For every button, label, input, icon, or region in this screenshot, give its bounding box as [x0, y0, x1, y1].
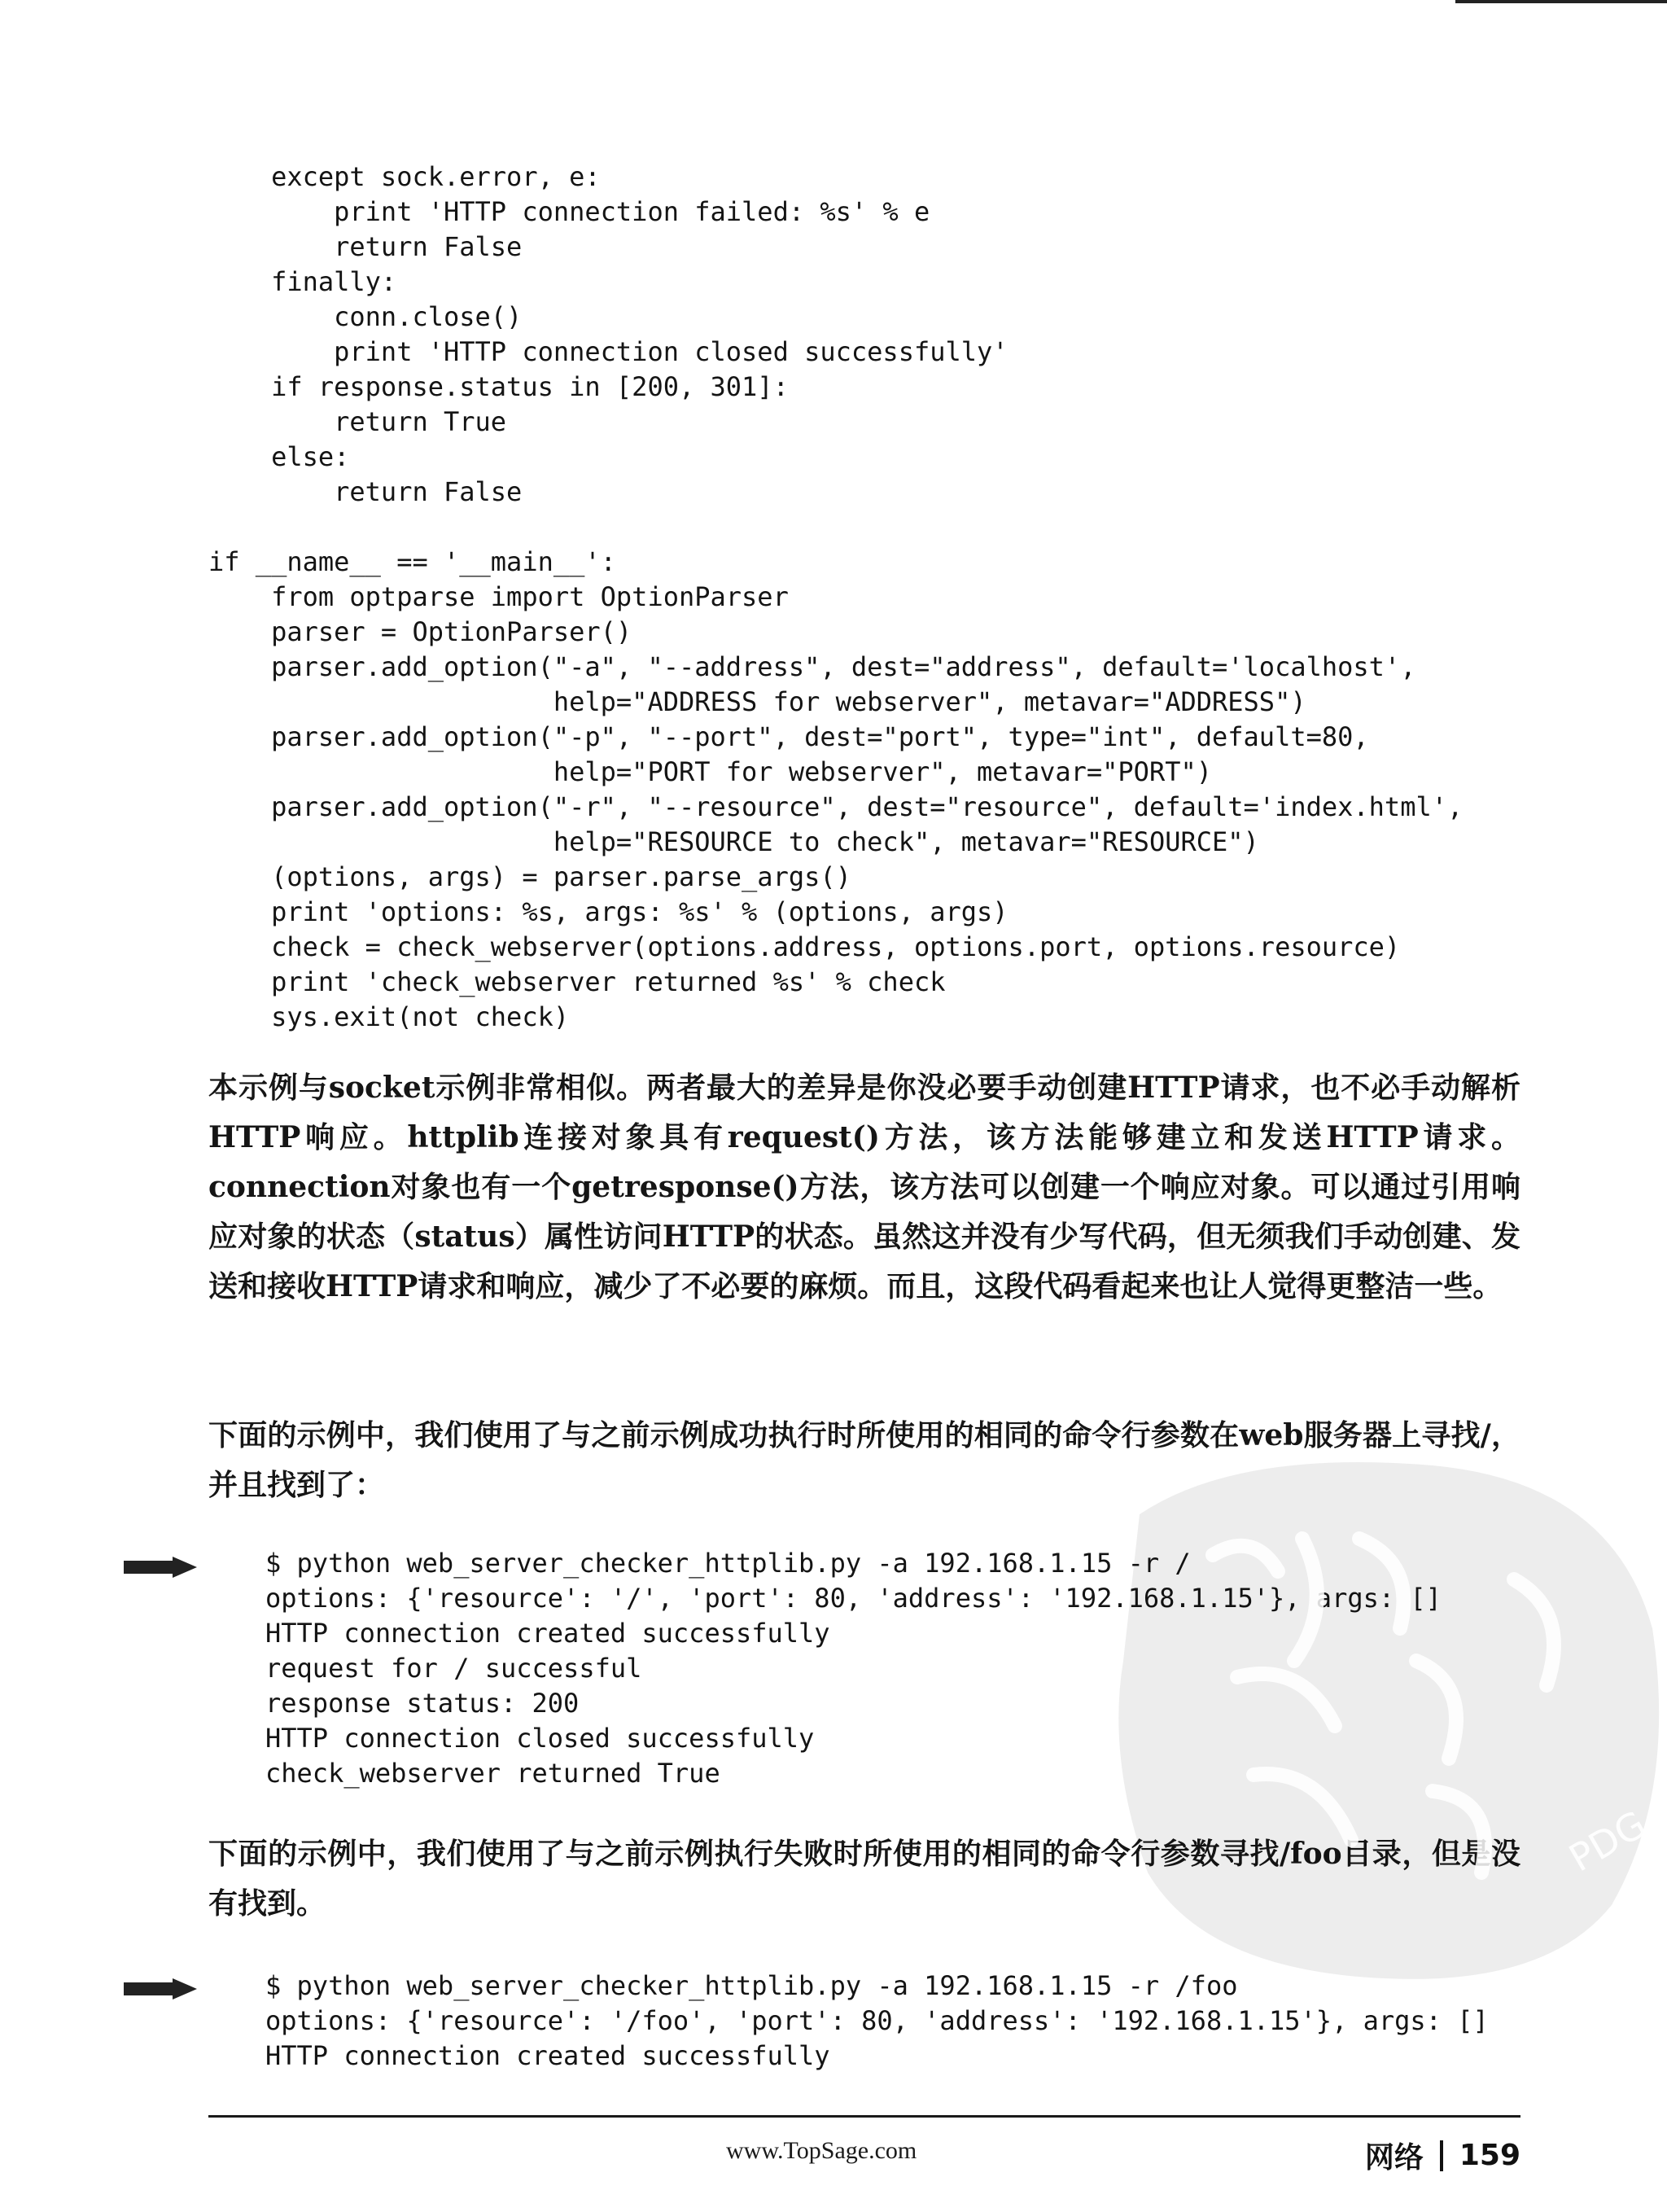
code-listing-main: except sock.error, e: print 'HTTP connection failed: %s' % e return False finally: conn.close() print 'HTTP connection closed successfully' if response.status in [200, 301]: return True else: return False if __name__ == '__main__': from optparse import OptionParser parser = OptionParser() parser.add_option("-a", "--address", dest="address", default='localhost', help="ADDRESS for webserver", metavar="ADDRESS") parser.add_option("-p", "--port", dest="port", type="int", default=80, help="PORT for webserver", metavar="PORT") parser.add_option("-r", "--resource", dest="resource", default='index.html', help="RESOURCE to check", metavar="RESOURCE") (options, args) = parser.parse_args() print 'options: %s, args: %s' % (options, args) check = check_webserver(options.address, options.port, options.resource) print 'check_webserver returned %s' % check sys.exit(not check)	[208, 161, 1464, 1032]
footer-rule	[208, 2115, 1520, 2118]
page-number: 159	[1459, 2139, 1520, 2172]
terminal-output-success: $ python web_server_checker_httplib.py -a 192.168.1.15 -r / options: {'resource': '/', 'port': 80, 'address': '192.168.1.15'}, args: [] HTTP connection created successfully request for / successful response status: 200 HTTP connection closed successfully check_webserver returned True	[265, 1548, 1442, 1789]
footer-separator	[1440, 2140, 1443, 2171]
terminal-output-failure: $ python web_server_checker_httplib.py -a 192.168.1.15 -r /foo options: {'resource': '/foo', 'port': 80, 'address': '192.168.1.15'}, args: [] HTTP connection created successfully	[265, 1970, 1489, 2071]
page-footer	[1365, 2135, 1520, 2176]
body-paragraph-failure-intro: 下面的示例中，我们使用了与之前示例执行失败时所使用的相同的命令行参数寻找/foo目录，但是没有找到。	[208, 1837, 1520, 1921]
footer-url: www.TopSage.com	[726, 2137, 917, 2164]
footer-section-title: 网络	[1364, 2141, 1424, 2175]
top-rule	[1455, 0, 1667, 3]
terminal-arrow-icon	[124, 1978, 197, 2000]
terminal-arrow-icon	[124, 1557, 197, 1578]
watermark-label: PDG	[1561, 1802, 1654, 1881]
body-paragraph-success-intro: 下面的示例中，我们使用了与之前示例成功执行时所使用的相同的命令行参数在web服务器上寻找/，并且找到了：	[208, 1418, 1520, 1502]
body-paragraph-httplib-explanation: 本示例与socket示例非常相似。两者最大的差异是你没必要手动创建HTTP请求，也不必手动解析HTTP响应。httplib连接对象具有request()方法，该方法能够建立和发送HTTP请求。connection对象也有一个getresponse()方法，该方法可以创建一个响应对象。可以通过引用响应对象的状态（status）属性访问HTTP的状态。虽然这并没有少写代码，但无须我们手动创建、发送和接收HTTP请求和响应，减少了不必要的麻烦。而且，这段代码看起来也让人觉得更整洁一些。	[208, 1071, 1520, 1303]
